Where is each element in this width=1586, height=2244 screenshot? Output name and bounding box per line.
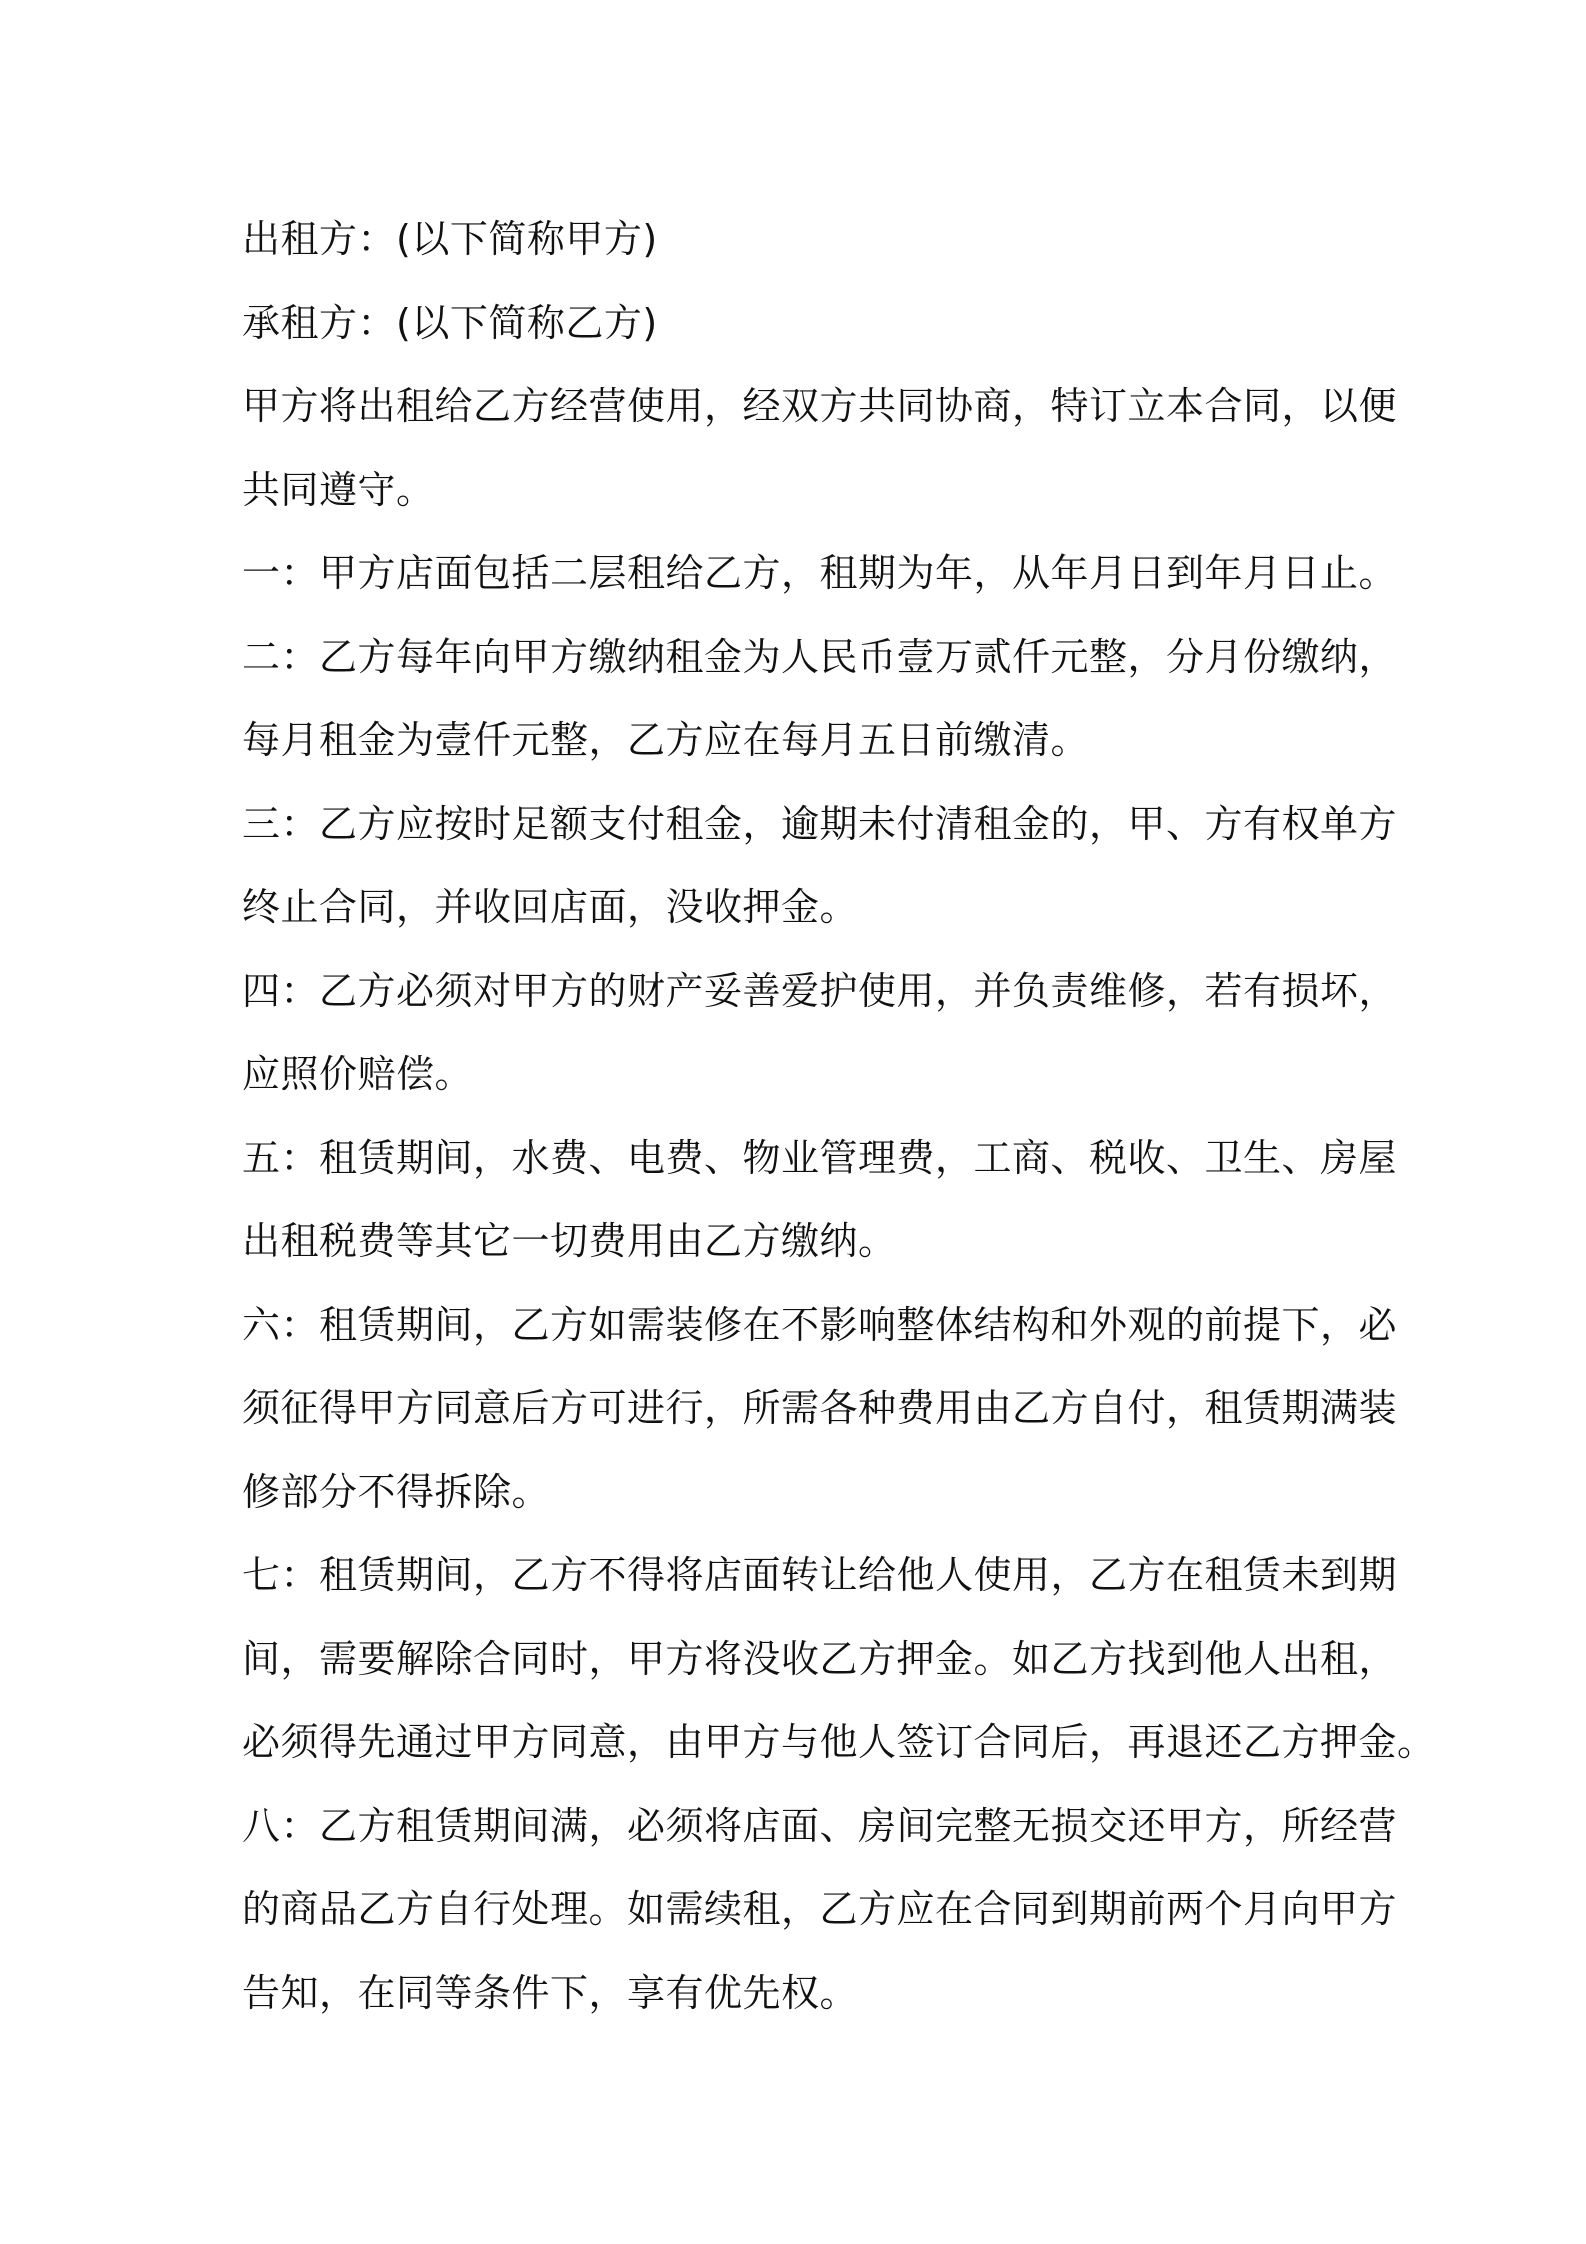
text-line: 告知，在同等条件下，享有优先权。 (242, 1970, 859, 2015)
text-line: 出租方：(以下简称甲方) (242, 217, 658, 261)
text-line: 五：租赁期间，水费、电费、物业管理费，工商、税收、卫生、房屋 (242, 1135, 1398, 1180)
text-line: 四：乙方必须对甲方的财产妥善爱护使用，并负责维修，若有损坏， (242, 968, 1398, 1013)
text-line: 须征得甲方同意后方可进行，所需各种费用由乙方自付，租赁期满装 (242, 1386, 1398, 1430)
text-line: 出租税费等其它一切费用由乙方缴纳。 (242, 1219, 897, 1263)
text-line: 间，需要解除合同时，甲方将没收乙方押金。如乙方找到他人出租， (242, 1636, 1398, 1681)
text-line: 的商品乙方自行处理。如需续租，乙方应在合同到期前两个月向甲方 (242, 1887, 1398, 1931)
contract-body (242, 198, 1436, 2035)
text-line: 六：租赁期间，乙方如需装修在不影响整体结构和外观的前提下，必 (242, 1302, 1398, 1347)
text-line: 共同遵守。 (242, 467, 435, 512)
text-line: 必须得先通过甲方同意，由甲方与他人签订合同后，再退还乙方押金。 (242, 1720, 1436, 1764)
text-line: 终止合同，并收回店面，没收押金。 (242, 885, 859, 929)
text-line: 每月租金为壹仟元整，乙方应在每月五日前缴清。 (242, 718, 1090, 762)
text-line: 八：乙方租赁期间满，必须将店面、房间完整无损交还甲方，所经营 (242, 1803, 1398, 1848)
text-line: 修部分不得拆除。 (242, 1469, 551, 1514)
text-line: 七：租赁期间，乙方不得将店面转让给他人使用，乙方在租赁未到期 (242, 1553, 1398, 1597)
text-line: 应照价赔偿。 (242, 1052, 474, 1096)
text-line: 承租方：(以下简称乙方) (242, 300, 658, 345)
text-line: 甲方将出租给乙方经营使用，经双方共同协商，特订立本合同，以便 (242, 384, 1398, 428)
text-line: 二：乙方每年向甲方缴纳租金为人民币壹万贰仟元整，分月份缴纳， (242, 634, 1398, 679)
text-line: 三：乙方应按时足额支付租金，逾期未付清租金的，甲、方有权单方 (242, 801, 1398, 846)
text-line: 一：甲方店面包括二层租给乙方，租期为年，从年月日到年月日止。 (242, 551, 1398, 595)
